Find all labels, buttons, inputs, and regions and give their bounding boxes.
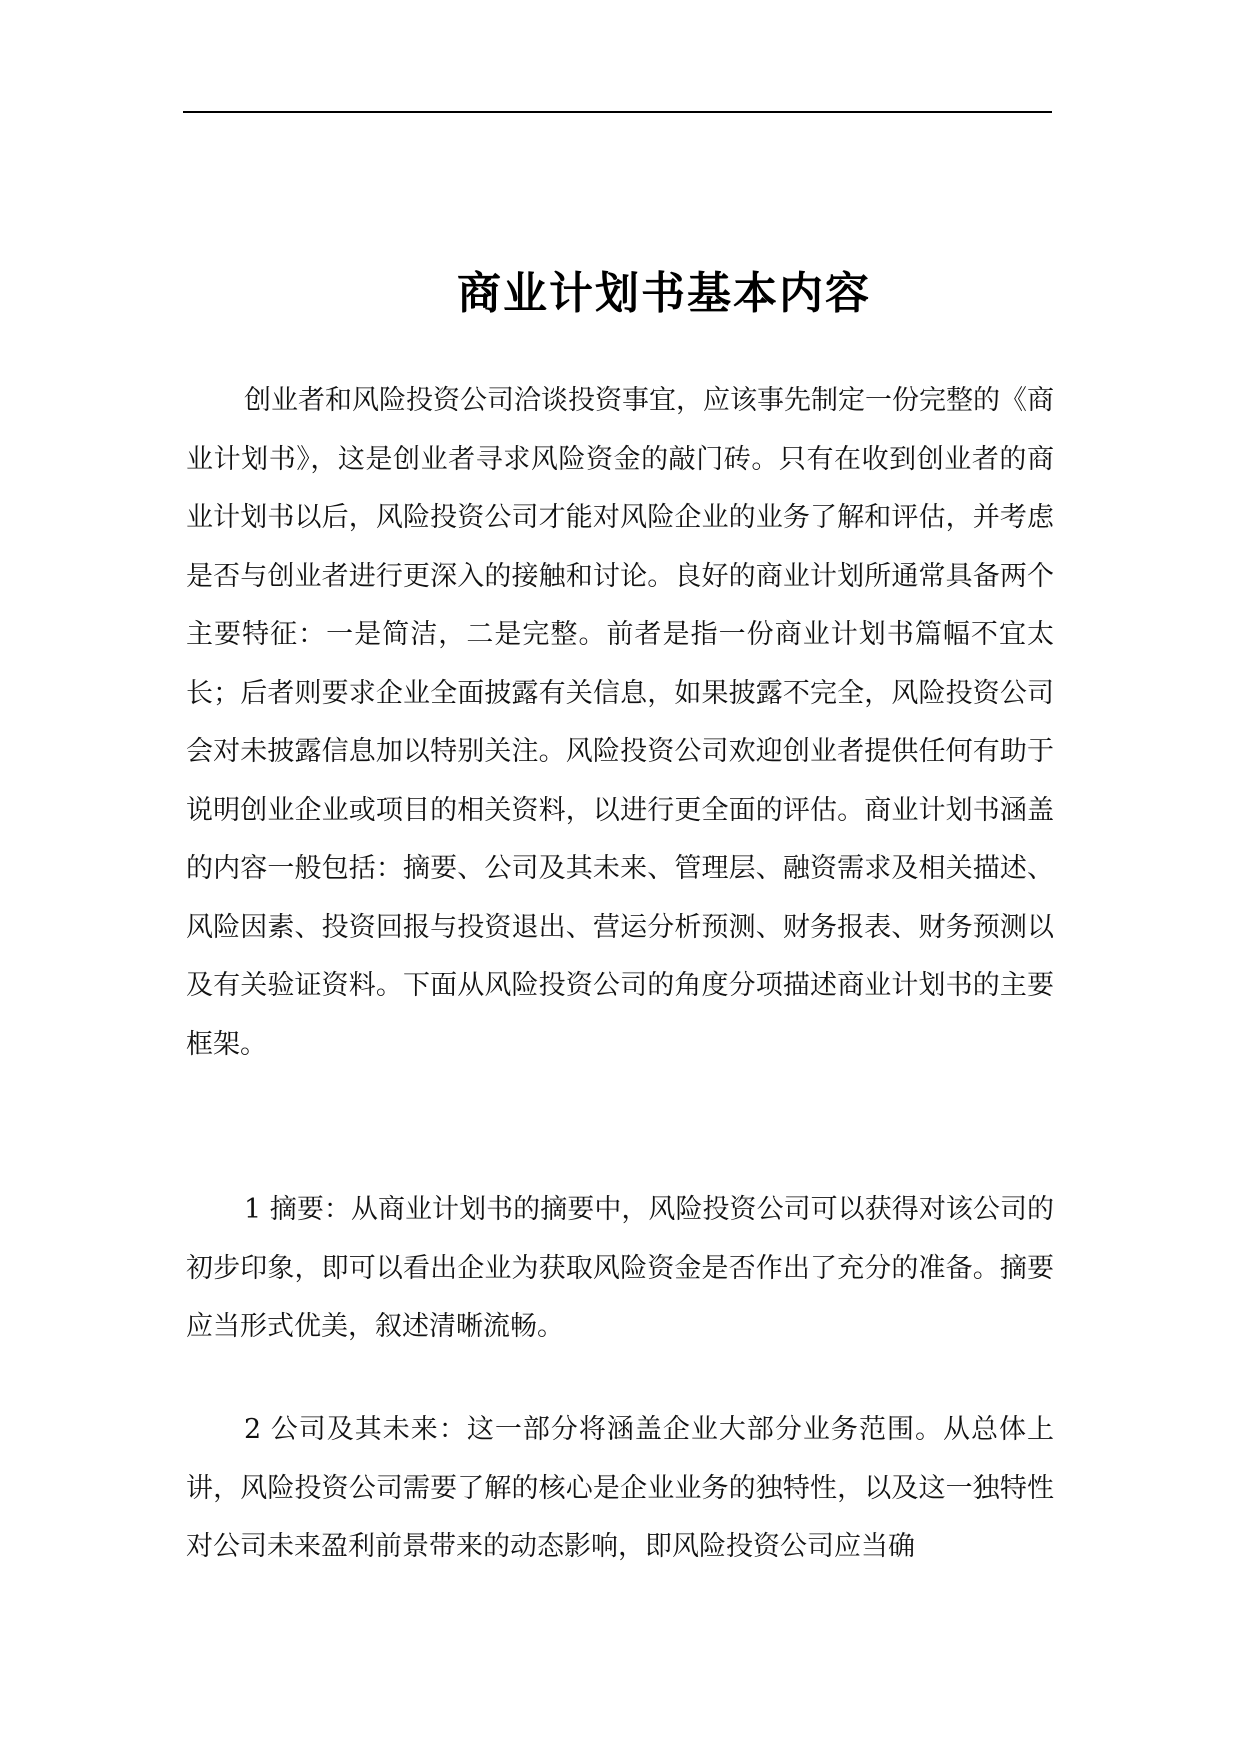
- section-2-company-paragraph: 2 公司及其未来：这一部分将涵盖企业大部分业务范围。从总体上讲，风险投资公司需要了解的核心是企业业务的独特性，以及这一独特性对公司未来盈利前景带来的动态影响，即风险投资公司应当确: [186, 1414, 1054, 1562]
- intro-paragraph: 创业者和风险投资公司洽谈投资事宜，应该事先制定一份完整的《商业计划书》，这是创业者寻求风险资金的敲门砖。只有在收到创业者的商业计划书以后，风险投资公司才能对风险企业的业务了解和评估，并考虑是否与创业者进行更深入的接触和讨论。良好的商业计划所通常具备两个主要特征：一是简洁，二是完整。前者是指一份商业计划书篇幅不宜太长；后者则要求企业全面披露有关信息，如果披露不完全，风险投资公司会对未披露信息加以特别关注。风险投资公司欢迎创业者提供任何有助于说明创业企业或项目的相关资料，以进行更全面的评估。商业计划书涵盖的内容一般包括：摘要、公司及其未来、管理层、融资需求及相关描述、风险因素、投资回报与投资退出、营运分析预测、财务报表、财务预测以及有关验证资料。下面从风险投资公司的角度分项描述商业计划书的主要框架。: [186, 385, 1054, 1060]
- section-1-summary-paragraph: 1 摘要：从商业计划书的摘要中，风险投资公司可以获得对该公司的初步印象，即可以看出企业为获取风险资金是否作出了充分的准备。摘要应当形式优美，叙述清晰流畅。: [186, 1194, 1054, 1342]
- document-title: 商业计划书基本内容: [457, 268, 871, 319]
- header-rule: [183, 111, 1052, 113]
